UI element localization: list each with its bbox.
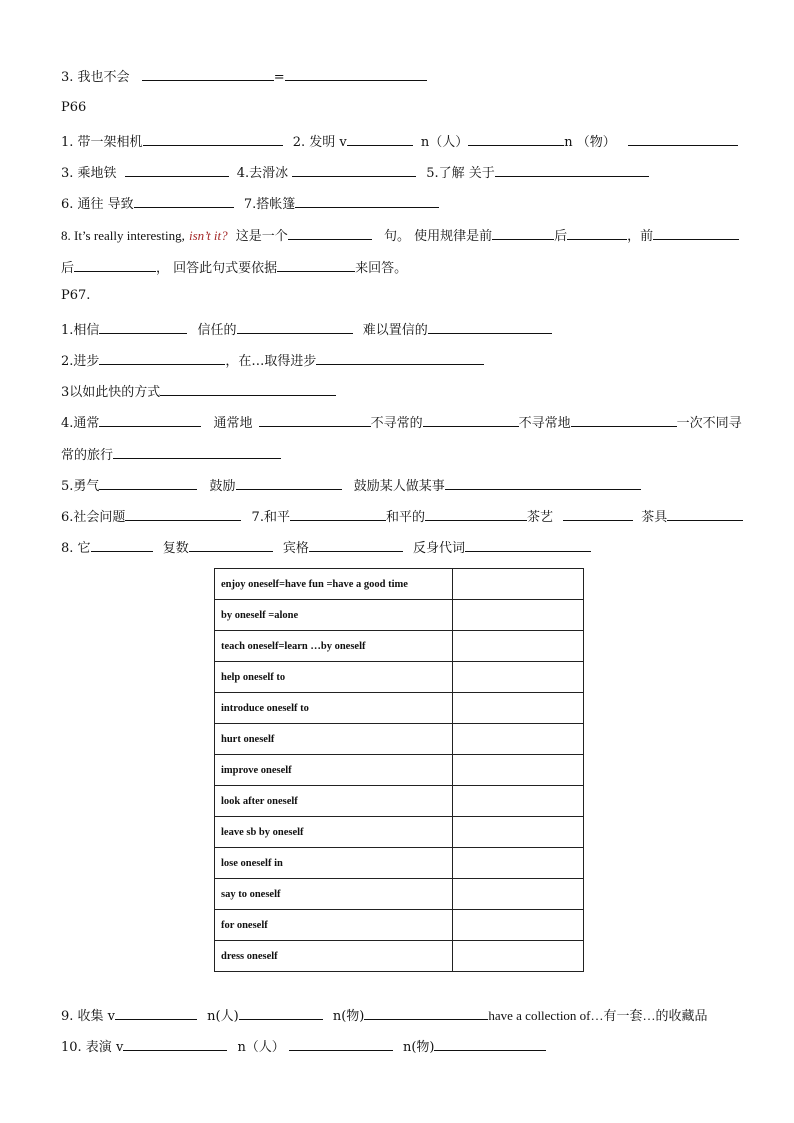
blank[interactable] [125,506,241,521]
answer-cell[interactable] [453,693,584,724]
blank[interactable] [259,412,371,427]
phrase-cell: improve oneself [215,755,453,786]
blank[interactable] [295,193,439,208]
answer-cell[interactable] [453,879,584,910]
item-label: 茶具 [641,510,668,525]
blank[interactable] [425,506,527,521]
blank[interactable] [239,1005,323,1020]
item-label: have a collection of…有一套…的收藏品 [488,1008,708,1023]
oneself-phrases-table [214,568,584,972]
item-label: 后 [61,261,75,276]
table-row [215,786,584,817]
answer-cell[interactable] [453,631,584,662]
answer-cell[interactable] [453,662,584,693]
blank[interactable] [434,1036,546,1051]
phrase-cell: for oneself [215,910,453,941]
p67-item-2 [61,350,484,369]
blank[interactable] [563,506,633,521]
item-8-continued [61,257,407,276]
item-label: 宾格 [282,541,309,556]
blank[interactable] [125,162,229,177]
item-label: ，在…取得进步 [225,354,317,369]
answer-cell[interactable] [453,724,584,755]
blank[interactable] [74,257,156,272]
item-label: 3. 我也不会 [61,70,130,85]
phrase-cell: say to oneself [215,879,453,910]
item-label: n(物) [332,1009,365,1024]
item-label: 反身代词 [413,541,466,556]
phrase-cell: by oneself =alone [215,600,453,631]
blank[interactable] [113,444,281,459]
item-label: 4.通常 [61,416,100,431]
blank[interactable] [423,412,519,427]
phrase-cell: help oneself to [215,662,453,693]
p67-item-4 [61,412,742,431]
answer-cell[interactable] [453,848,584,879]
blank[interactable] [134,193,234,208]
item-label: 5.勇气 [61,479,100,494]
blank[interactable] [143,131,283,146]
item-label: 这是一个 [235,229,288,244]
blank[interactable] [289,1036,393,1051]
blank[interactable] [123,1036,227,1051]
item-label: 3以如此快的方式 [61,385,161,400]
blank[interactable] [628,131,738,146]
blank[interactable] [468,131,564,146]
blank[interactable] [292,162,416,177]
item-label: 2. 发明 v [292,135,347,150]
item-label: n（人） [420,135,469,150]
phrase-cell: leave sb by oneself [215,817,453,848]
table-row [215,600,584,631]
blank[interactable] [465,537,591,552]
item-label: 常的旅行 [61,448,114,463]
item-label: 和平的 [385,510,425,525]
item-label: n （物） [564,135,616,150]
blank[interactable] [290,506,386,521]
item-label: 3. 乘地铁 [61,166,117,181]
item-label: 茶艺 [526,510,553,525]
blank[interactable] [428,319,552,334]
item-label: 1.相信 [61,323,100,338]
blank[interactable] [567,225,627,240]
blank[interactable] [236,475,342,490]
item-label: 10. 表演 v [61,1040,124,1055]
p67-item-8 [61,537,591,556]
blank[interactable] [115,1005,197,1020]
item-label: 4.去滑冰 [236,166,289,181]
item-label: ， 回答此句式要依据 [156,261,278,276]
answer-cell[interactable] [453,600,584,631]
item-6-line [61,193,439,212]
blank[interactable] [189,537,273,552]
item-3-line [61,66,427,85]
section-heading-p66: P66 [61,100,87,115]
item-label: 后 [554,229,568,244]
p67-item-1 [61,319,552,338]
equals-sign: = [273,70,285,85]
blank[interactable] [288,225,372,240]
blank[interactable] [445,475,641,490]
blank[interactable] [316,350,484,365]
answer-cell[interactable] [453,755,584,786]
item-8-line [61,225,739,244]
answer-cell[interactable] [453,910,584,941]
table-row [215,662,584,693]
table-row [215,631,584,662]
answer-cell[interactable] [453,569,584,600]
item-label: 6. 通往 导致 [61,197,134,212]
blank[interactable] [91,537,153,552]
table-row [215,910,584,941]
item-label: 通常地 [213,416,253,431]
item-label: 不寻常的 [370,416,423,431]
item-label: n(人) [207,1009,239,1024]
phrase-cell: teach oneself=learn …by oneself [215,631,453,662]
p67-item-6 [61,506,743,525]
table-row [215,848,584,879]
section-heading-p67: P67. [61,288,91,303]
blank[interactable] [364,1005,488,1020]
item-label: 1. 带一架相机 [61,135,143,150]
item-label: 6.社会问题 [61,510,126,525]
item-label: 不寻常地 [518,416,571,431]
table-row [215,879,584,910]
example-sentence: 8. It’s really interesting, [61,228,185,243]
p67-item-5 [61,475,641,494]
blank[interactable] [99,319,187,334]
answer-cell[interactable] [453,941,584,972]
blank[interactable] [99,350,225,365]
phrase-cell: hurt oneself [215,724,453,755]
blank[interactable] [285,66,427,81]
blank[interactable] [142,66,274,81]
item-label: 7.和平 [251,510,290,525]
blank[interactable] [653,225,739,240]
item-label: 来回答。 [355,261,408,276]
item-label: n（人） [237,1040,285,1055]
blank[interactable] [237,319,353,334]
answer-cell[interactable] [453,817,584,848]
blank[interactable] [495,162,649,177]
blank[interactable] [99,475,197,490]
p67-item-9 [61,1005,708,1024]
table-row [215,569,584,600]
phrase-cell: look after oneself [215,786,453,817]
item-label: n(物) [402,1040,435,1055]
item-label: 鼓励 [209,479,236,494]
blank[interactable] [571,412,677,427]
blank[interactable] [492,225,554,240]
item-label: 难以置信的 [362,323,428,338]
table-row [215,817,584,848]
item-label: 一次不同寻 [676,416,742,431]
item-label: 鼓励某人做某事 [353,479,445,494]
p67-item-10 [61,1036,546,1055]
table-row [215,941,584,972]
item-label: 复数 [162,541,189,556]
item-label: ，前 [627,229,654,244]
item-1-line [61,131,738,150]
item-label: 9. 收集 v [61,1009,116,1024]
table-row [215,724,584,755]
phrase-cell: lose oneself in [215,848,453,879]
blank[interactable] [277,257,355,272]
table-row [215,755,584,786]
blank[interactable] [160,381,336,396]
phrase-cell: enjoy oneself=have fun =have a good time [215,569,453,600]
blank[interactable] [99,412,201,427]
item-label: 2.进步 [61,354,100,369]
blank[interactable] [347,131,413,146]
item-label: 7.搭帐篷 [243,197,296,212]
phrase-cell: dress oneself [215,941,453,972]
p67-item-4-continued [61,444,281,463]
blank[interactable] [309,537,403,552]
item-label: 句。 使用规律是前 [383,229,493,244]
blank[interactable] [667,506,743,521]
p67-item-3 [61,381,336,400]
item-label: 8. 它 [61,541,91,556]
item-label: 信任的 [197,323,237,338]
table-row [215,693,584,724]
answer-cell[interactable] [453,786,584,817]
phrase-cell: introduce oneself to [215,693,453,724]
item-3-subway-line [61,162,649,181]
item-label: 5.了解 关于 [426,166,495,181]
tag-question: isn’t it? [188,228,228,243]
